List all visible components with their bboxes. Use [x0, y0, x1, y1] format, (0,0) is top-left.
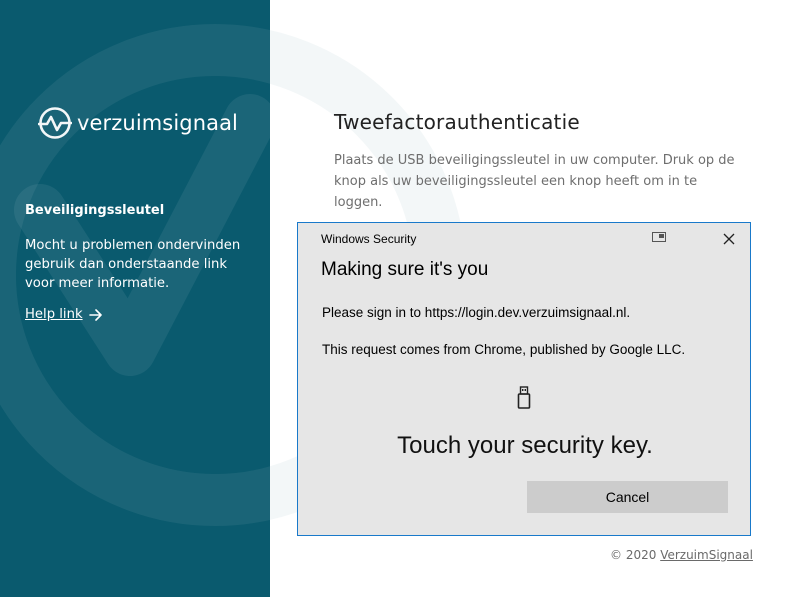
sidebar-text: Mocht u problemen ondervinden gebruik dan onderstaande link voor meer informatie. — [25, 238, 241, 291]
page-title: Tweefactorauthenticatie — [334, 110, 580, 134]
arrow-right-icon — [89, 309, 103, 321]
cancel-button[interactable]: Cancel — [527, 481, 728, 513]
page-description: Plaats de USB beveiligingssleutel in uw computer. Druk op de knop als uw beveiligingssleutel een knop heeft om in te loggen. — [334, 153, 735, 210]
footer — [610, 548, 753, 562]
brand-logo — [38, 106, 238, 140]
brand-name: verzuimsignaal — [77, 111, 238, 135]
heartbeat-circle-icon — [38, 106, 72, 140]
dialog-prompt: Touch your security key. — [397, 432, 653, 459]
background-check-swoosh — [0, 0, 270, 597]
help-link-label[interactable]: Help link — [25, 307, 83, 322]
dialog-sign-in-text: Please sign in to https://login.dev.verzuimsignaal.nl. — [322, 305, 631, 320]
dialog-window-title: Windows Security — [321, 232, 417, 246]
sidebar-title: Beveiligingssleutel — [25, 203, 165, 218]
dialog-request-text: This request comes from Chrome, published by Google LLC. — [322, 342, 686, 357]
copyright-text: © 2020 — [610, 548, 657, 562]
footer-link[interactable]: VerzuimSignaal — [660, 548, 753, 562]
close-icon[interactable] — [719, 229, 739, 249]
windows-security-dialog — [297, 222, 751, 536]
usb-key-icon — [517, 386, 531, 410]
help-link[interactable] — [25, 307, 103, 322]
sidebar — [0, 0, 270, 597]
window-icon — [652, 232, 666, 242]
dialog-heading: Making sure it's you — [321, 259, 489, 280]
